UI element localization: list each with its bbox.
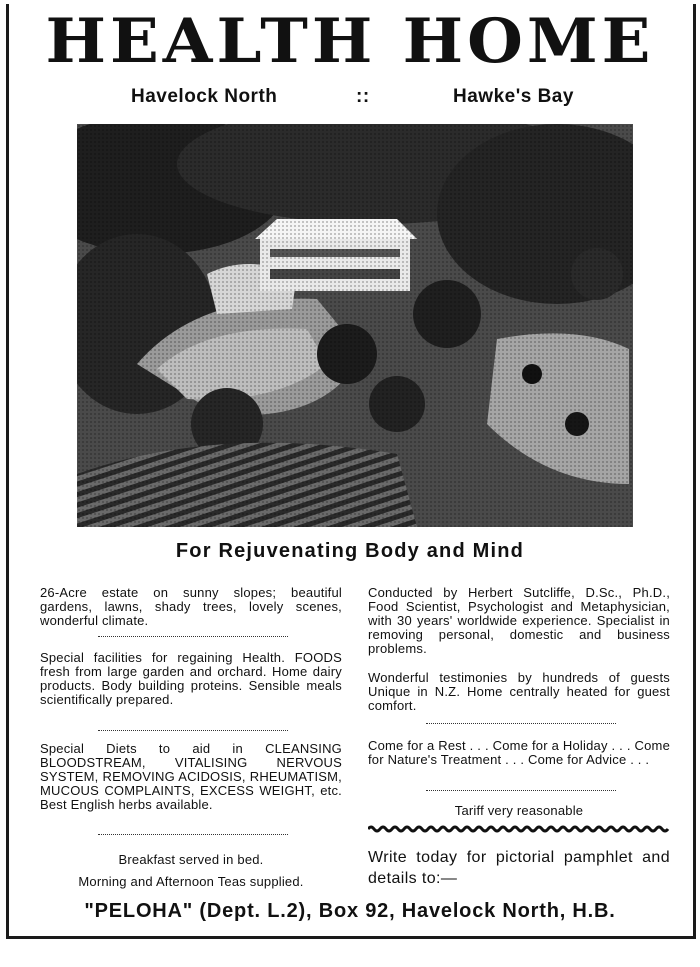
divider [98,730,288,731]
divider [426,723,616,724]
write-text: Write today for pictorial pamphlet and details to:— [368,849,670,887]
breakfast-text: Breakfast served in bed. [118,852,264,867]
divider [98,834,288,835]
facilities-text: Special facilities for regaining Health. FOODS fresh from large garden and orchard. Home dairy products. Body building proteins. Sensible meals scientifically prepared. [40,650,342,707]
diets-text: Special Diets to aid in CLEANSING BLOODSTREAM, VITALISING NERVOUS SYSTEM, REMOVING ACIDOSIS, RHEUMATISM, MUCOUS COMPLAINTS, EXCESS WEIGHT, etc. Best English herbs available. [40,741,342,812]
tariff-info [368,804,670,818]
tariff-text: Tariff very reasonable [454,803,584,818]
location-separator: :: [356,86,370,107]
come-for-text: Come for a Rest . . . Come for a Holiday . . . Come for Nature's Treatment . . . Come for Advice . . . [368,738,670,767]
conductor-description [368,586,670,656]
divider [98,636,288,637]
aerial-photo [77,124,633,527]
conductor-text: Conducted by Herbert Sutcliffe, D.Sc., Ph.D., Food Scientist, Psychologist and Metaphysician, with 30 years' worldwide experience. Specialist in removing personal, domestic and business problems. [368,585,670,656]
location-right: Hawke's Bay [453,86,574,107]
estate-text: 26-Acre estate on sunny slopes; beautiful gardens, lawns, shady trees, lovely scenes, wonderful climate. [40,585,342,628]
tagline: For Rejuvenating Body and Mind [175,540,525,562]
teas-text: Morning and Afternoon Teas supplied. [78,874,304,889]
come-for-description [368,739,670,767]
facilities-description [40,651,342,707]
aerial-photo-icon [77,124,633,527]
estate-description [40,586,342,628]
contact-address: "PELOHA" (Dept. L.2), Box 92, Havelock North, H.B. [84,900,616,922]
location-left: Havelock North [131,86,278,107]
page-title: HEALTH HOME [45,5,655,78]
write-info [368,847,670,889]
testimonies-description [368,671,670,713]
diets-description [40,742,342,812]
testimonies-text: Wonderful testimonies by hundreds of guests Unique in N.Z. Home centrally heated for guest comfort. [368,670,670,713]
meals-info [40,849,342,893]
divider [426,790,616,791]
wavy-rule-icon [368,825,670,833]
